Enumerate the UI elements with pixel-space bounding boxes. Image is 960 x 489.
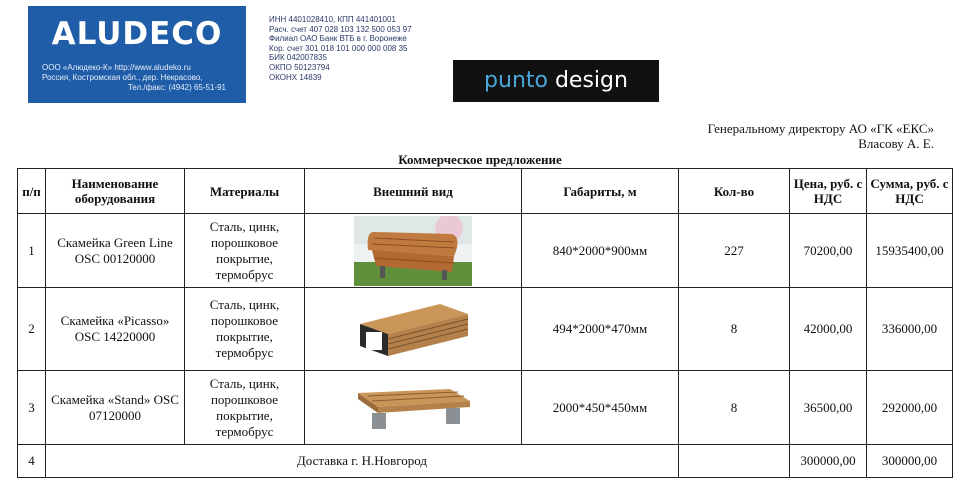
requisite-line: Филиал ОАО Банк ВТБ в г. Воронеже [269, 34, 407, 44]
header-sum: Сумма, руб. с НДС [867, 169, 953, 214]
logo-phone-line: Тел./факс: (4942) 65-51-91 [127, 83, 226, 92]
delivery-price: 300000,00 [790, 445, 867, 478]
row-qty: 8 [679, 371, 790, 445]
requisite-line: Расч. счет 407 028 103 132 500 053 97 [269, 24, 412, 34]
row-appearance [305, 214, 522, 288]
header-qty: Кол-во [679, 169, 790, 214]
row-sum: 336000,00 [867, 288, 953, 371]
table-row [18, 214, 953, 288]
row-name: Скамейка Green Line OSC 00120000 [46, 214, 185, 288]
punto-logo-part2: design [547, 68, 628, 93]
requisite-line: БИК 042007835 [269, 53, 327, 63]
table-row [18, 371, 953, 445]
row-qty: 8 [679, 288, 790, 371]
bench-stand-image [354, 377, 472, 439]
row-materials: Сталь, цинк, порошковое покрытие, термобрус [185, 371, 305, 445]
logo-brand: ALUDECO [51, 16, 223, 52]
row-price: 42000,00 [790, 288, 867, 371]
row-materials: Сталь, цинк, порошковое покрытие, термобрус [185, 288, 305, 371]
requisite-line: ОКОНХ 14839 [269, 72, 322, 82]
table-header-row [18, 169, 953, 214]
addressee-block [708, 121, 934, 151]
row-num: 2 [18, 288, 46, 371]
company-requisites [269, 15, 412, 82]
row-appearance [305, 288, 522, 371]
logo-address-line: Россия, Костромская обл., дер. Некрасово, [42, 73, 203, 82]
header-materials: Материалы [185, 169, 305, 214]
row-num: 3 [18, 371, 46, 445]
row-appearance [305, 371, 522, 445]
punto-logo-part1: punto [484, 68, 548, 93]
row-size: 494*2000*470мм [522, 288, 679, 371]
addressee-line2: Власову А. Е. [858, 136, 934, 151]
delivery-row [18, 445, 953, 478]
row-name: Скамейка «Stand» OSC 07120000 [46, 371, 185, 445]
row-sum: 292000,00 [867, 371, 953, 445]
table-row [18, 288, 953, 371]
row-materials: Сталь, цинк, порошковое покрытие, термобрус [185, 214, 305, 288]
header-num: п/п [18, 169, 46, 214]
delivery-qty [679, 445, 790, 478]
requisite-line: Кор. счет 301 018 101 000 000 008 35 [269, 43, 408, 53]
document-title: Коммерческое предложение [398, 152, 562, 167]
aludeco-logo [28, 6, 246, 103]
header-size: Габариты, м [522, 169, 679, 214]
delivery-num: 4 [18, 445, 46, 478]
row-price: 70200,00 [790, 214, 867, 288]
header-price: Цена, руб. с НДС [790, 169, 867, 214]
row-num: 1 [18, 214, 46, 288]
offer-table [17, 168, 953, 478]
header-name: Наименование оборудования [46, 169, 185, 214]
row-qty: 227 [679, 214, 790, 288]
row-size: 2000*450*450мм [522, 371, 679, 445]
requisite-line: ОКПО 50123794 [269, 62, 330, 72]
bench-picasso-image [354, 294, 472, 364]
delivery-label: Доставка г. Н.Новгород [46, 445, 679, 478]
punto-design-logo [453, 60, 659, 102]
bench-green-line-image [354, 216, 472, 286]
requisite-line: ИНН 4401028410, КПП 441401001 [269, 15, 396, 24]
logo-company-line: ООО «Алюдеко-К» http://www.aludeko.ru [42, 63, 191, 72]
row-price: 36500,00 [790, 371, 867, 445]
addressee-line1: Генеральному директору АО «ГК «ЕКС» [707, 121, 934, 136]
delivery-sum: 300000,00 [867, 445, 953, 478]
row-name: Скамейка «Picasso» OSC 14220000 [46, 288, 185, 371]
header-appearance: Внешний вид [305, 169, 522, 214]
row-size: 840*2000*900мм [522, 214, 679, 288]
row-sum: 15935400,00 [867, 214, 953, 288]
